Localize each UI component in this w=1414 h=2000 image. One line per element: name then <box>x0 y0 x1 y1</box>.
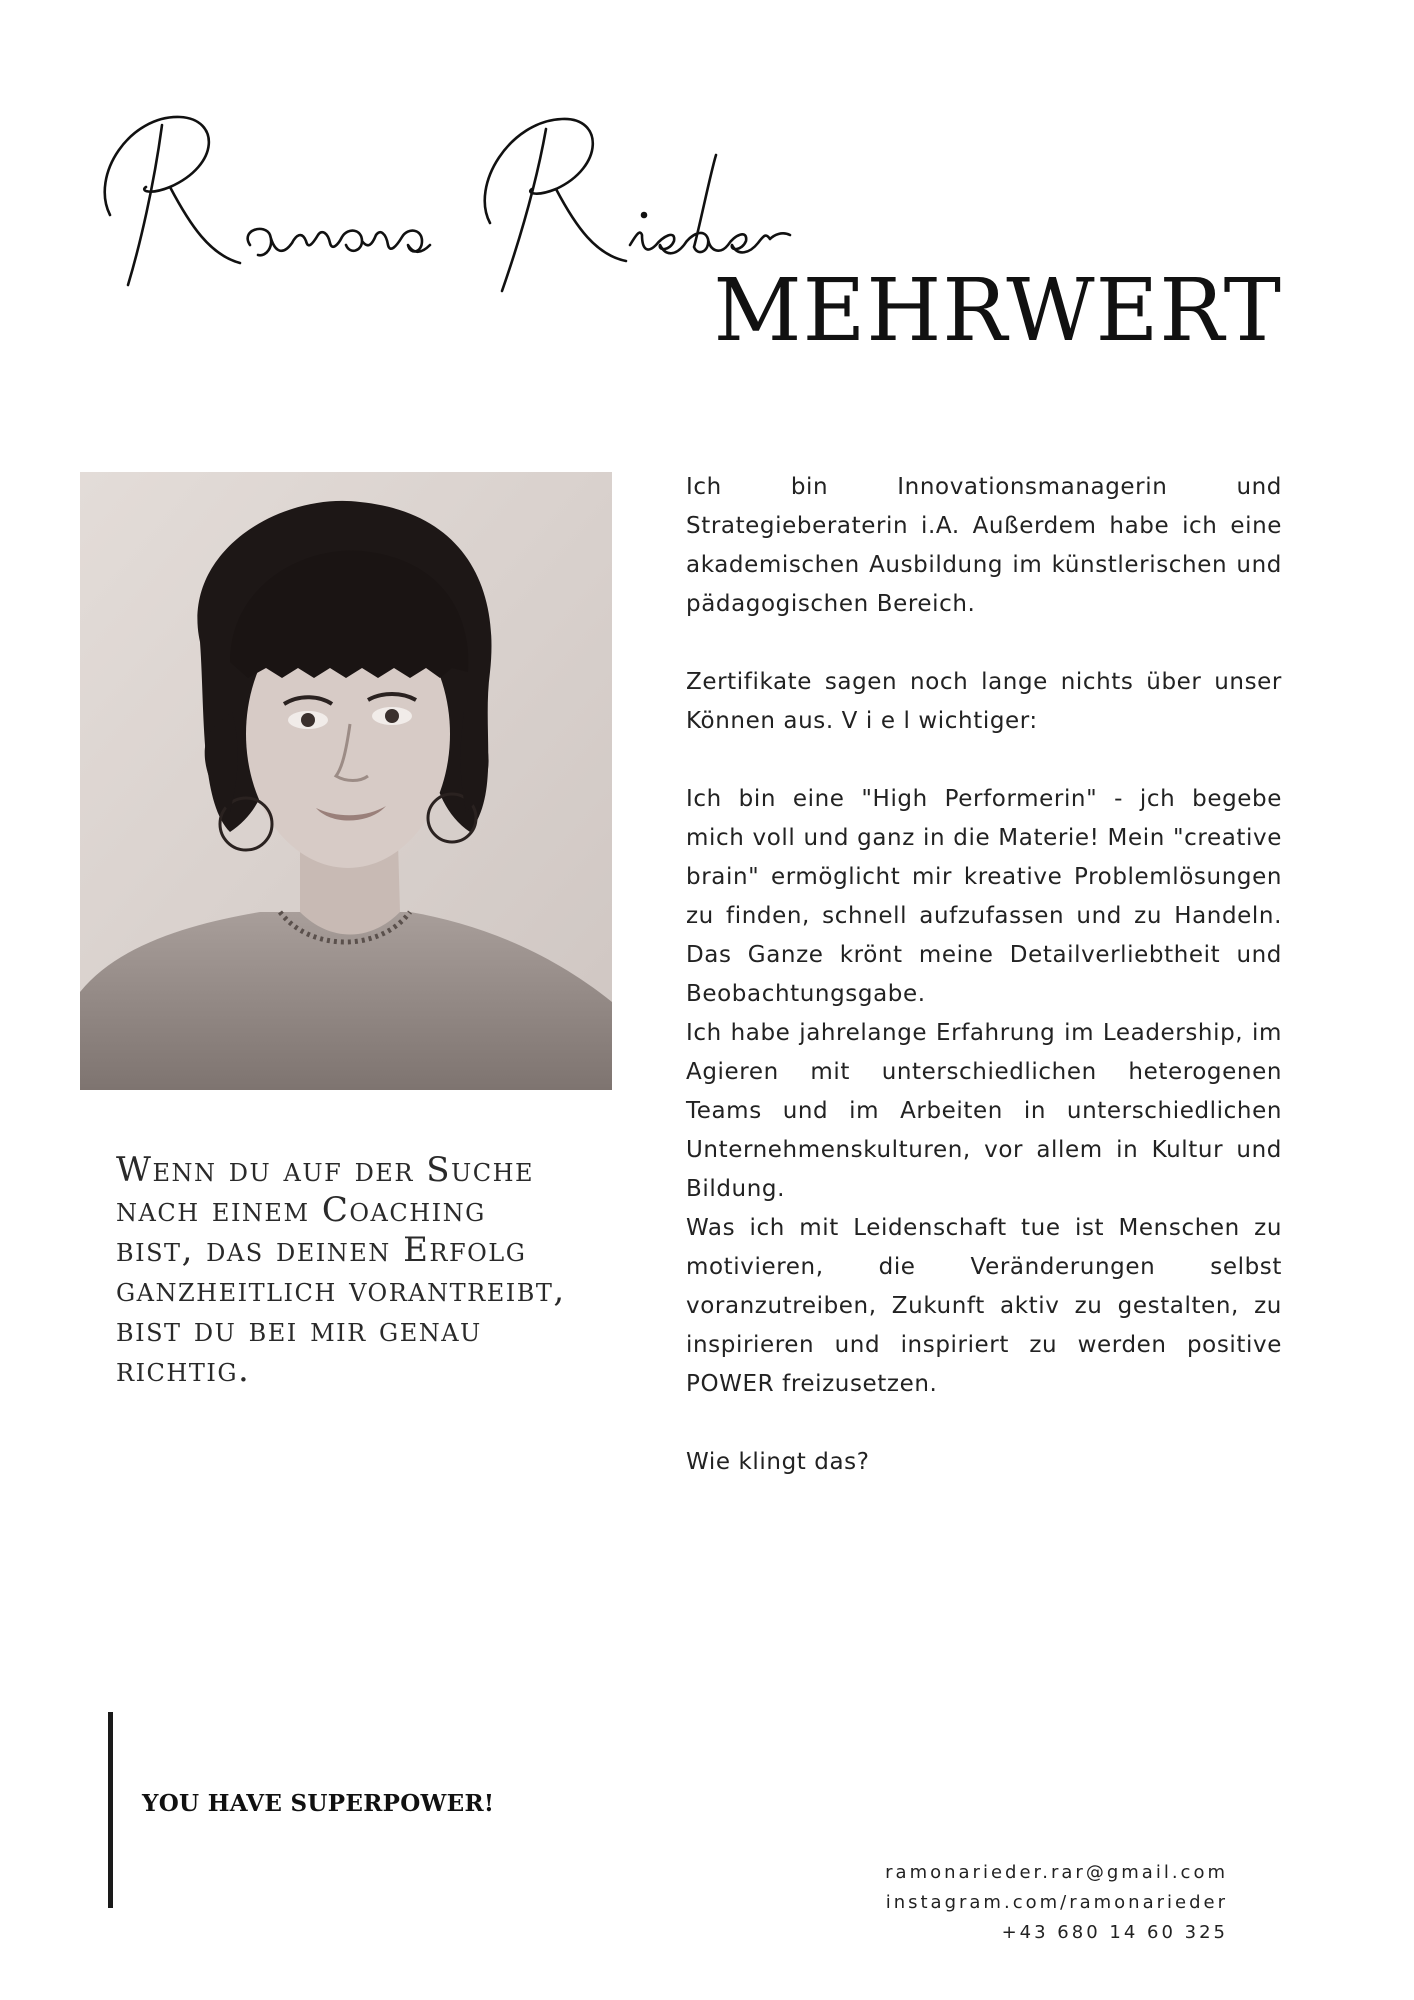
contact-instagram[interactable]: instagram.com/ramonarieder <box>885 1892 1228 1913</box>
paragraph-certificates: Zertifikate sagen noch lange nichts über unser Können aus. V i e l wichtiger: <box>686 669 1282 734</box>
paragraph-experience: Ich habe jahrelange Erfahrung im Leadership, im Agieren mit unterschiedlichen heterogenen Teams und im Arbeiten in unterschiedlichen Unternehmenskulturen, vor allem in Kultur und Bildung. <box>686 1020 1282 1202</box>
paragraph-passion: Was ich mit Leidenschaft tue ist Menschen zu motivieren, die Veränderungen selbst voranzutreiben, Zukunft aktiv zu gestalten, zu inspirieren und inspiriert zu werden positive POWER freizusetzen. <box>686 1215 1282 1397</box>
portrait-photo <box>80 472 612 1090</box>
contact-phone[interactable]: +43 680 14 60 325 <box>1001 1922 1228 1943</box>
paragraph-intro: Ich bin Innovationsmanagerin und Strategieberaterin i.A. Außerdem habe ich eine akademischen Ausbildung im künstlerischen und pädagogischen Bereich. <box>686 474 1282 617</box>
paragraph-question: Wie klingt das? <box>686 1449 870 1475</box>
paragraph-performer: Ich bin eine "High Performerin" - jch begebe mich voll und ganz in die Materie! Mein "creative brain" ermöglicht mir kreative Problemlösungen zu finden, schnell aufzufassen und zu Handeln. Das Ganze krönt meine Detailverliebtheit und Beobachtungsgabe. <box>686 786 1282 1007</box>
contact-block <box>885 1858 1228 1948</box>
contact-email[interactable]: ramonarieder.rar@gmail.com <box>885 1862 1228 1883</box>
accent-bar <box>108 1712 113 1908</box>
tagline: YOU HAVE SUPERPOWER! <box>142 1790 495 1817</box>
pull-quote: Wenn du auf der Suche nach einem Coaching bist, das deinen Erfolg ganzheitlich vorantreibt, bist du bei mir genau richtig. <box>116 1150 566 1390</box>
page-title: MEHRWERT <box>713 261 1282 361</box>
body-text <box>686 468 1282 1482</box>
